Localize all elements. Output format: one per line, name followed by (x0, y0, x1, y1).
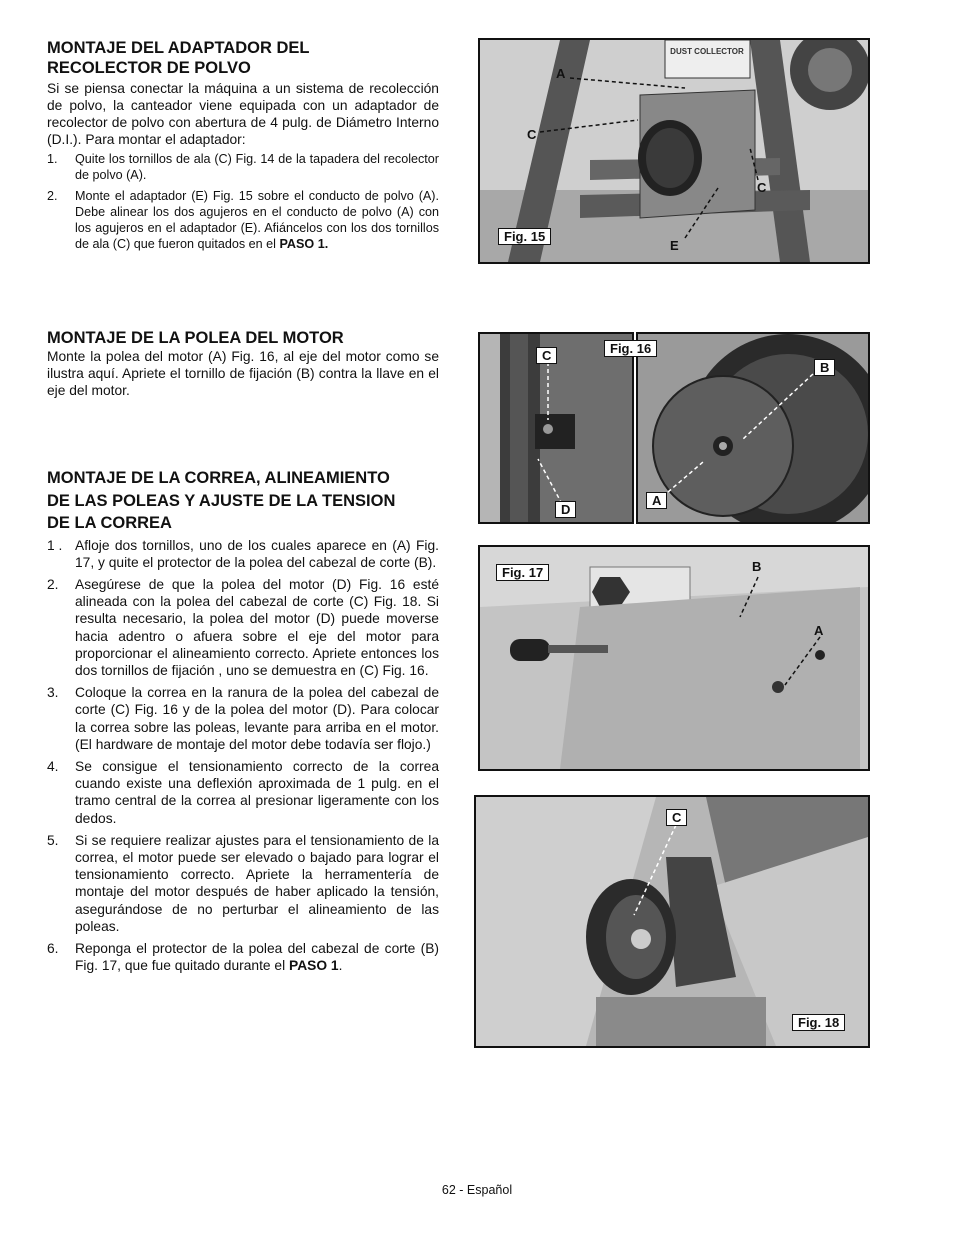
figure-18-photo (476, 797, 868, 1046)
page-number: 62 - Español (441, 1183, 513, 1197)
body-paragraph: Monte la polea del motor (A) Fig. 16, al eje del motor como se ilustra aquí. Apriete el tornillo de fijación (B) contra la llave en el eje del motor. (47, 349, 439, 398)
list-item (47, 832, 439, 935)
section-belt (47, 467, 439, 979)
section-title (47, 38, 439, 78)
section-title (47, 467, 439, 535)
list-item (47, 940, 439, 974)
intro-paragraph: Si se piensa conectar la máquina a un sistema de recolección de polvo, la canteador viene equipada con un adaptador de recolector de polvo con abertura de 4 pulg. de Diámetro Interno (D.I.). Para montar el adaptador: (47, 81, 439, 147)
title-line: MONTAJE DEL ADAPTADOR DEL (47, 39, 310, 57)
figure-label: Fig. 15 (498, 228, 551, 245)
callout-A: A (556, 66, 566, 81)
section-motor-pulley (47, 328, 439, 399)
callout-C: C (666, 809, 687, 826)
callout-B: B (752, 559, 762, 574)
title-line: DE LA CORREA (47, 514, 172, 532)
callout-A: A (646, 492, 667, 509)
stamp-text: DUST COLLECTOR (670, 47, 744, 56)
figure-16-left (478, 332, 634, 524)
step-bold: PASO 1 (289, 958, 339, 974)
callout-C: C (527, 127, 537, 142)
figure-18 (474, 795, 870, 1048)
step-text: Si se requiere realizar ajustes para el tensionamiento de la correa, el motor puede ser elevado o bajado para lograr el tensionamiento correcto. Apriete la herramentería de montaje del motor después de haber aplicado la tensión, asegurándose de no perturbar el alineamiento de las poleas. (75, 832, 439, 934)
figure-15 (478, 38, 870, 264)
step-number: 2. (47, 576, 59, 592)
callout-C: C (757, 180, 767, 195)
title-line: DE LAS POLEAS Y AJUSTE DE LA TENSION (47, 491, 396, 510)
step-text: Coloque la correa en la ranura de la polea del cabezal de corte (C) Fig. 16 y de la polea del motor (D). Para colocar la correa sobre las poleas, levante para arriba en el motor. (El hardware de montaje del motor debe todavía ser flojo.) (75, 685, 439, 752)
step-number: 1 . (47, 537, 63, 553)
step-text: Se consigue el tensionamiento correcto de la correa cuando existe una deflexión aproximada de 1 pulg. en el tramo central de la correa al presionar ligeramente con los dedos. (75, 758, 439, 826)
callout-E: E (670, 238, 679, 253)
callout-B: B (814, 359, 835, 376)
step-number: 6. (47, 940, 59, 956)
step-text: Reponga el protector de la polea del cabezal de corte (B) Fig. 17, que fue quitado durante el (75, 940, 439, 974)
list-item (47, 758, 439, 827)
steps-list (47, 537, 439, 975)
section-dust-adapter (47, 38, 439, 257)
callout-D: D (555, 501, 576, 518)
steps-list (47, 151, 439, 252)
list-item (47, 576, 439, 679)
list-item (47, 188, 439, 252)
step-number: 4. (47, 758, 59, 774)
callout-C: C (536, 347, 557, 364)
section-title: MONTAJE DE LA POLEA DEL MOTOR (47, 329, 344, 347)
figure-17 (478, 545, 870, 771)
step-number: 3. (47, 685, 59, 701)
list-item (47, 684, 439, 753)
figure-16-right (636, 332, 870, 524)
title-line: RECOLECTOR DE POLVO (47, 59, 251, 77)
step-text: Afloje dos tornillos, uno de los cuales aparece en (A) Fig. 17, y quite el protector de la polea del cabezal de corte (B). (75, 537, 439, 570)
figure-label: Fig. 17 (496, 564, 549, 581)
step-number: 2. (47, 189, 58, 203)
step-bold: PASO 1. (279, 237, 329, 251)
figure-label: Fig. 18 (792, 1014, 845, 1031)
step-text: Monte el adaptador (E) Fig. 15 sobre el conducto de polvo (A). Debe alinear los dos agujeros en el conducto de polvo (A) con los agujeros en el adaptador (E). Afiáncelos con los dos tornillos de ala (C) que fueron quitados en el (75, 189, 439, 251)
title-line: MONTAJE DE LA CORREA, ALINEAMIENTO (47, 469, 390, 487)
step-text: Asegúrese de que la polea del motor (D) Fig. 16 esté alineada con la polea del cabezal de corte (C) Fig. 18. Si resulta necesario, la polea del motor (D) puede moverse hacia adentro o afuera sobre el eje del motor para proporcionar el alineamiento correcto. Apriete entonces los dos tornillos de fijación , uno se demuestra en (C) Fig. 16. (75, 576, 439, 678)
figure-label: Fig. 16 (604, 340, 657, 357)
list-item (47, 151, 439, 183)
step-number: 1. (47, 152, 58, 166)
step-text: Quite los tornillos de ala (C) Fig. 14 de la tapadera del recolector de polvo (A). (75, 152, 439, 182)
callout-A: A (814, 623, 824, 638)
list-item (47, 537, 439, 571)
step-number: 5. (47, 832, 59, 848)
step-tail: . (338, 958, 343, 974)
